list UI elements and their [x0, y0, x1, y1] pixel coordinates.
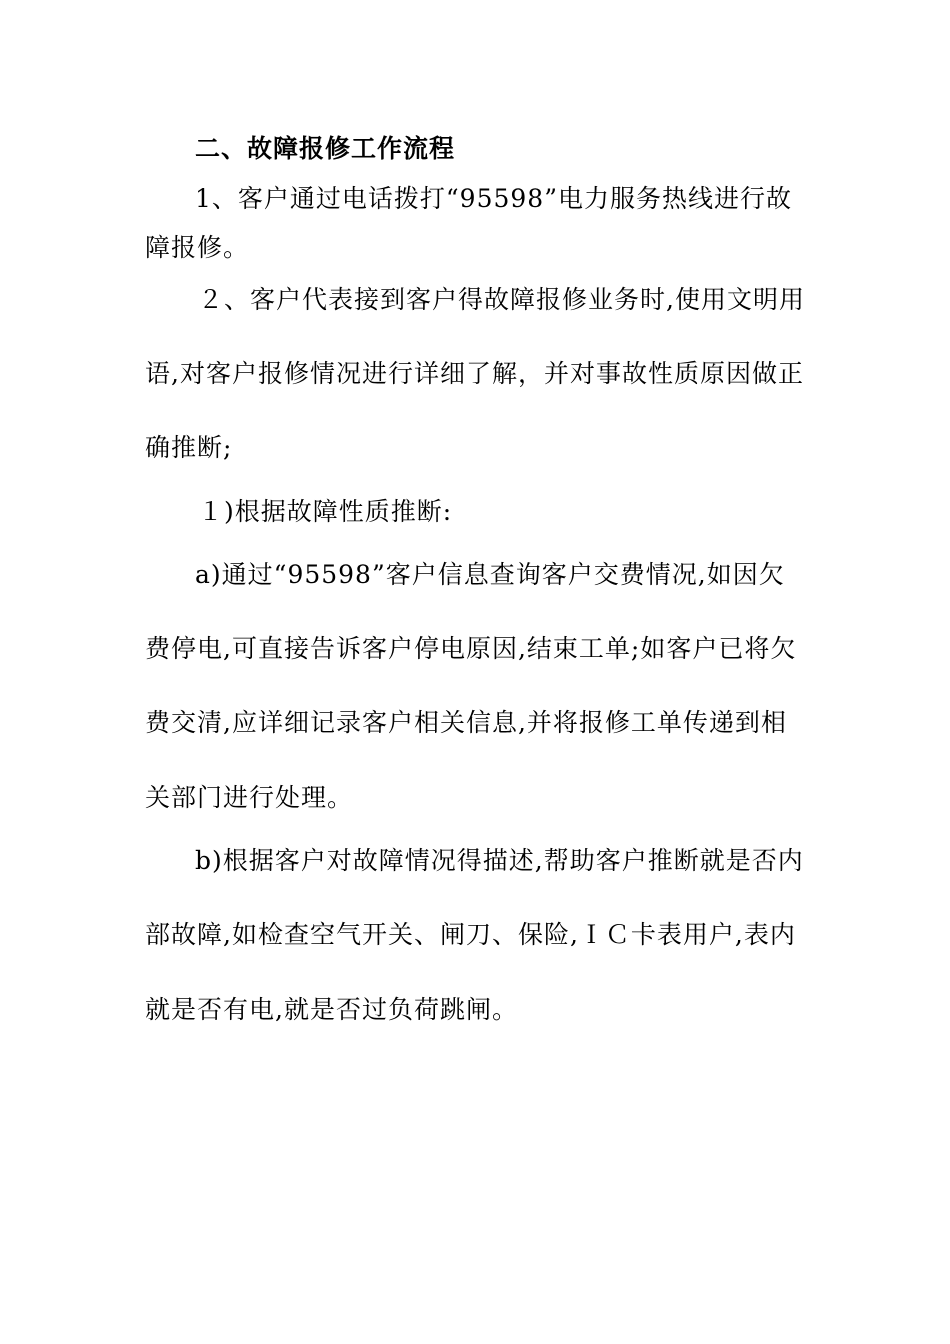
paragraph-line: 费停电,可直接告诉客户停电原因,结束工单;如客户已将欠 [145, 634, 797, 663]
paragraph-line: 关部门进行处理。 [145, 783, 354, 812]
paragraph-line: １)根据故障性质推断: [198, 497, 453, 526]
paragraph-line: 1、客户通过电话拨打“95598”电力服务热线进行故 [195, 184, 792, 213]
paragraph-line: 语,对客户报修情况进行详细了解，并对事故性质原因做正 [145, 359, 804, 388]
paragraph-line: 确推断; [145, 433, 233, 462]
paragraph-line: 部故障,如检查空气开关、闸刀、保险,ＩＣ卡表用户,表内 [145, 920, 796, 949]
section-heading: 二、故障报修工作流程 [195, 134, 456, 163]
paragraph-line: b)根据客户对故障情况得描述,帮助客户推断就是否内 [195, 846, 804, 875]
paragraph-line: a)通过“95598”客户信息查询客户交费情况,如因欠 [195, 560, 785, 589]
paragraph-line: 就是否有电,就是否过负荷跳闸。 [145, 995, 518, 1024]
paragraph-line: 费交清,应详细记录客户相关信息,并将报修工单传递到相 [145, 708, 787, 737]
paragraph-line: ２、客户代表接到客户得故障报修业务时,使用文明用 [198, 285, 805, 314]
paragraph-line: 障报修。 [145, 233, 250, 262]
